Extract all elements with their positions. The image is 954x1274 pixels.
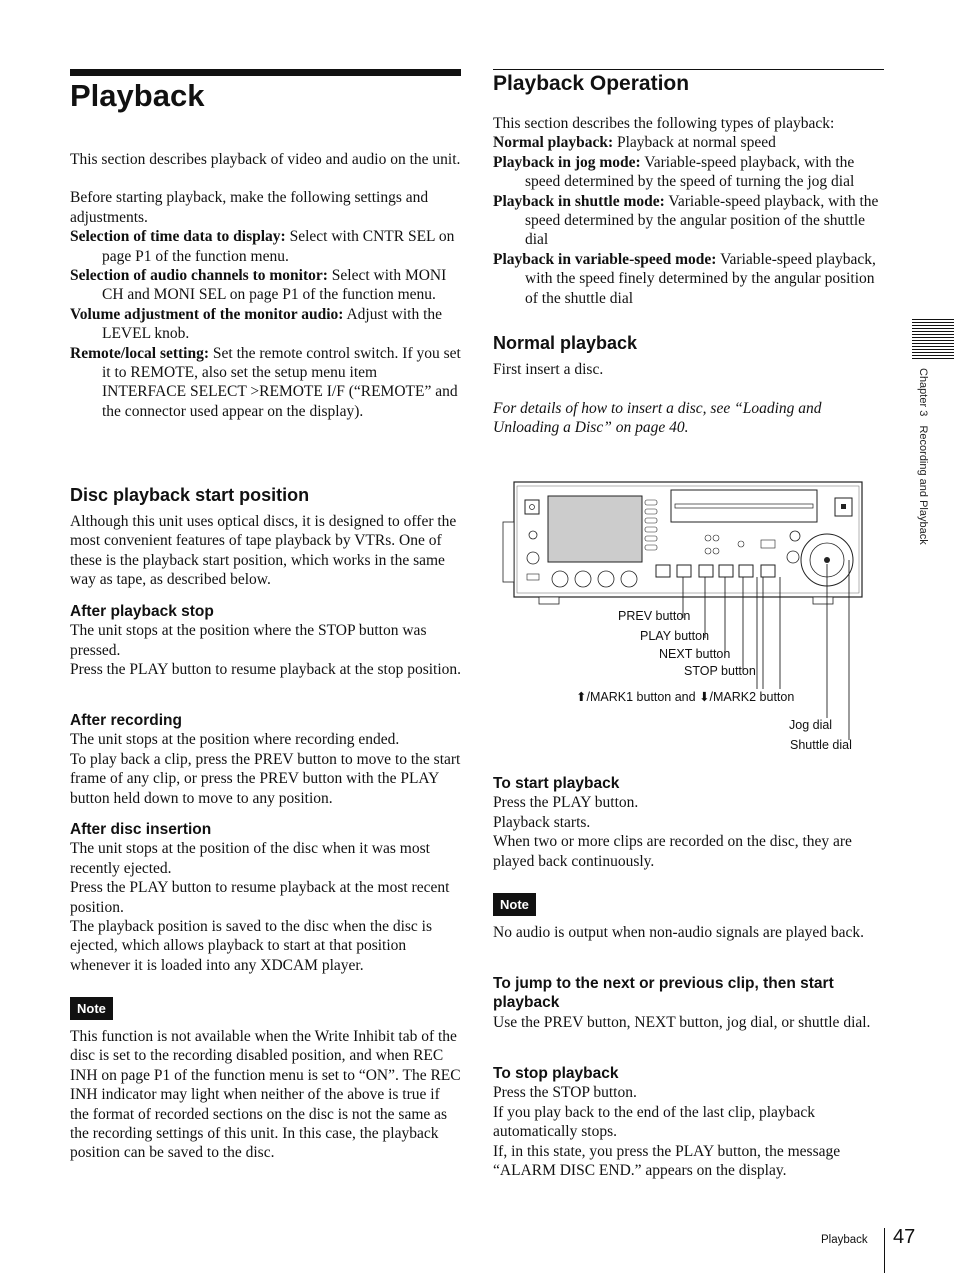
chapter-label: Chapter 3 Recording and Playback [917, 368, 929, 545]
type-item: Playback in shuttle mode: Variable-speed playback, with the speed determined by the angular position of the shuttle dial [493, 192, 879, 249]
setting-item: Selection of time data to display: Select with CNTR SEL on page P1 of the function menu. [70, 228, 455, 265]
shuttle-dial-callout: Shuttle dial [790, 738, 852, 752]
note-text: This function is not available when the Write Inhibit tab of the disc is set to the recording disabled position, and when REC INH on page P1 of the function menu is set to “ON”. The REC INH indicator may light when neither of the above is true if the format of recorded sections on the disc is not the same as the recording settings of this unit. In this case, the playback position can be saved to the disc. [70, 1028, 461, 1162]
footer-divider [884, 1228, 885, 1273]
disc-playback-heading: Disc playback start position [70, 485, 310, 505]
down-arrow-icon: ⬇ [699, 690, 710, 704]
page-title: Playback [70, 78, 205, 113]
chapter-tab-stripes [912, 319, 954, 361]
type-item: Normal playback: Playback at normal speed [493, 134, 776, 152]
stop-playback-section: To stop playback Press the STOP button. If you play back to the end of the last clip, playback automatically stops. If, in this state, you press the PLAY button, the message “ALARM DISC END.” appears on the display. [493, 1064, 885, 1180]
setting-item: Volume adjustment of the monitor audio: Adjust with the LEVEL knob. [70, 305, 443, 343]
normal-playback-reference: For details of how to insert a disc, see “Loading and Unloading a Disc” on page 40. [493, 400, 822, 437]
after-recording-heading: After recording [70, 712, 182, 729]
start-playback-heading: To start playback [493, 775, 620, 792]
section-rule [493, 69, 884, 70]
start-playback-section: To start playback Press the PLAY button. Playback starts. When two or more clips are recorded on the disc, they are played back continuously. [493, 774, 885, 871]
normal-playback-text: First insert a disc. [493, 361, 604, 378]
normal-playback-heading: Normal playback [493, 333, 638, 353]
note-badge-right: Note [493, 893, 536, 916]
title-rule [70, 69, 461, 76]
stop-button-callout: STOP button [684, 664, 756, 678]
up-arrow-icon: ⬆ [576, 690, 587, 704]
footer-section-name: Playback [821, 1234, 868, 1246]
stop-playback-heading: To stop playback [493, 1065, 619, 1082]
prev-button-callout: PREV button [618, 609, 691, 623]
left-column [70, 150, 462, 421]
type-item: Playback in variable-speed mode: Variable-speed playback, with the speed finely determined by the angular position of the shuttle dial [493, 250, 876, 307]
intro-paragraph: This section describes playback of video and audio on the unit. [70, 151, 461, 168]
intro-paragraph-2: Before starting playback, make the following settings and adjustments. [70, 189, 429, 226]
note-badge: Note [70, 997, 113, 1020]
setting-item: Selection of audio channels to monitor: Select with MONI CH and MONI SEL on page P1 of the function menu. [70, 267, 447, 304]
jog-dial-callout: Jog dial [789, 718, 833, 732]
after-recording-section: After recording The unit stops at the position where recording ended. To play back a clip, press the PREV button to move to the start frame of any clip, or press the PREV button with the PLAY button held down to move to any position. [70, 712, 461, 807]
disc-playback-text: Although this unit uses optical discs, it is designed to offer the most convenient features of tape playback by VTRs. One of these is the playback start position, which works in the same way as tape, as described below. [70, 513, 457, 589]
play-button-callout: PLAY button [640, 629, 710, 643]
after-insertion-heading: After disc insertion [70, 821, 212, 838]
jump-section: To jump to the next or previous clip, then start playback Use the PREV button, NEXT button, jog dial, or shuttle dial. [493, 974, 885, 1032]
playback-types: This section describes the following types of playback: Normal playback: Playback at normal speed Playback in jog mode: Variable-speed playback, with the speed determined by the speed of turning the jog dial Playback in shuttle mode: Variable-speed playback, with the speed determined by the angular position of the shuttle dial Playback in variable-speed mode: Variable-speed playback, with the speed finely determined by the angular position of the shuttle dial [493, 114, 885, 308]
after-stop-heading: After playback stop [70, 603, 214, 620]
type-item: Playback in jog mode: Variable-speed playback, with the speed determined by the speed of turning the jog dial [493, 153, 855, 191]
after-insertion-section: After disc insertion The unit stops at the position of the disc when it was most recently ejected. Press the PLAY button to resume playback at the most recent position. The playback position is saved to the disc when the disc is ejected, which allows playback to start at that position whenever it is loaded into any XDCAM player. [70, 820, 462, 975]
page-number: 47 [893, 1226, 916, 1248]
after-stop-section: After playback stop The unit stops at the position where the STOP button was pressed. Press the PLAY button to resume playback at the stop position. [70, 603, 462, 679]
setting-item: Remote/local setting: Set the remote control switch. If you set it to REMOTE, also set the setup menu item INTERFACE SELECT >REMOTE I/F (“REMOTE” and the connector used appear on the display). [70, 344, 461, 420]
jump-heading: To jump to the next or previous clip, then start playback [493, 975, 834, 1012]
section-title: Playback Operation [493, 72, 690, 95]
note-text-right: No audio is output when non-audio signals are played back. [493, 924, 865, 941]
next-button-callout: NEXT button [659, 647, 731, 661]
mark-buttons-callout: ⬆/MARK1 button and ⬇/MARK2 button [576, 690, 795, 704]
